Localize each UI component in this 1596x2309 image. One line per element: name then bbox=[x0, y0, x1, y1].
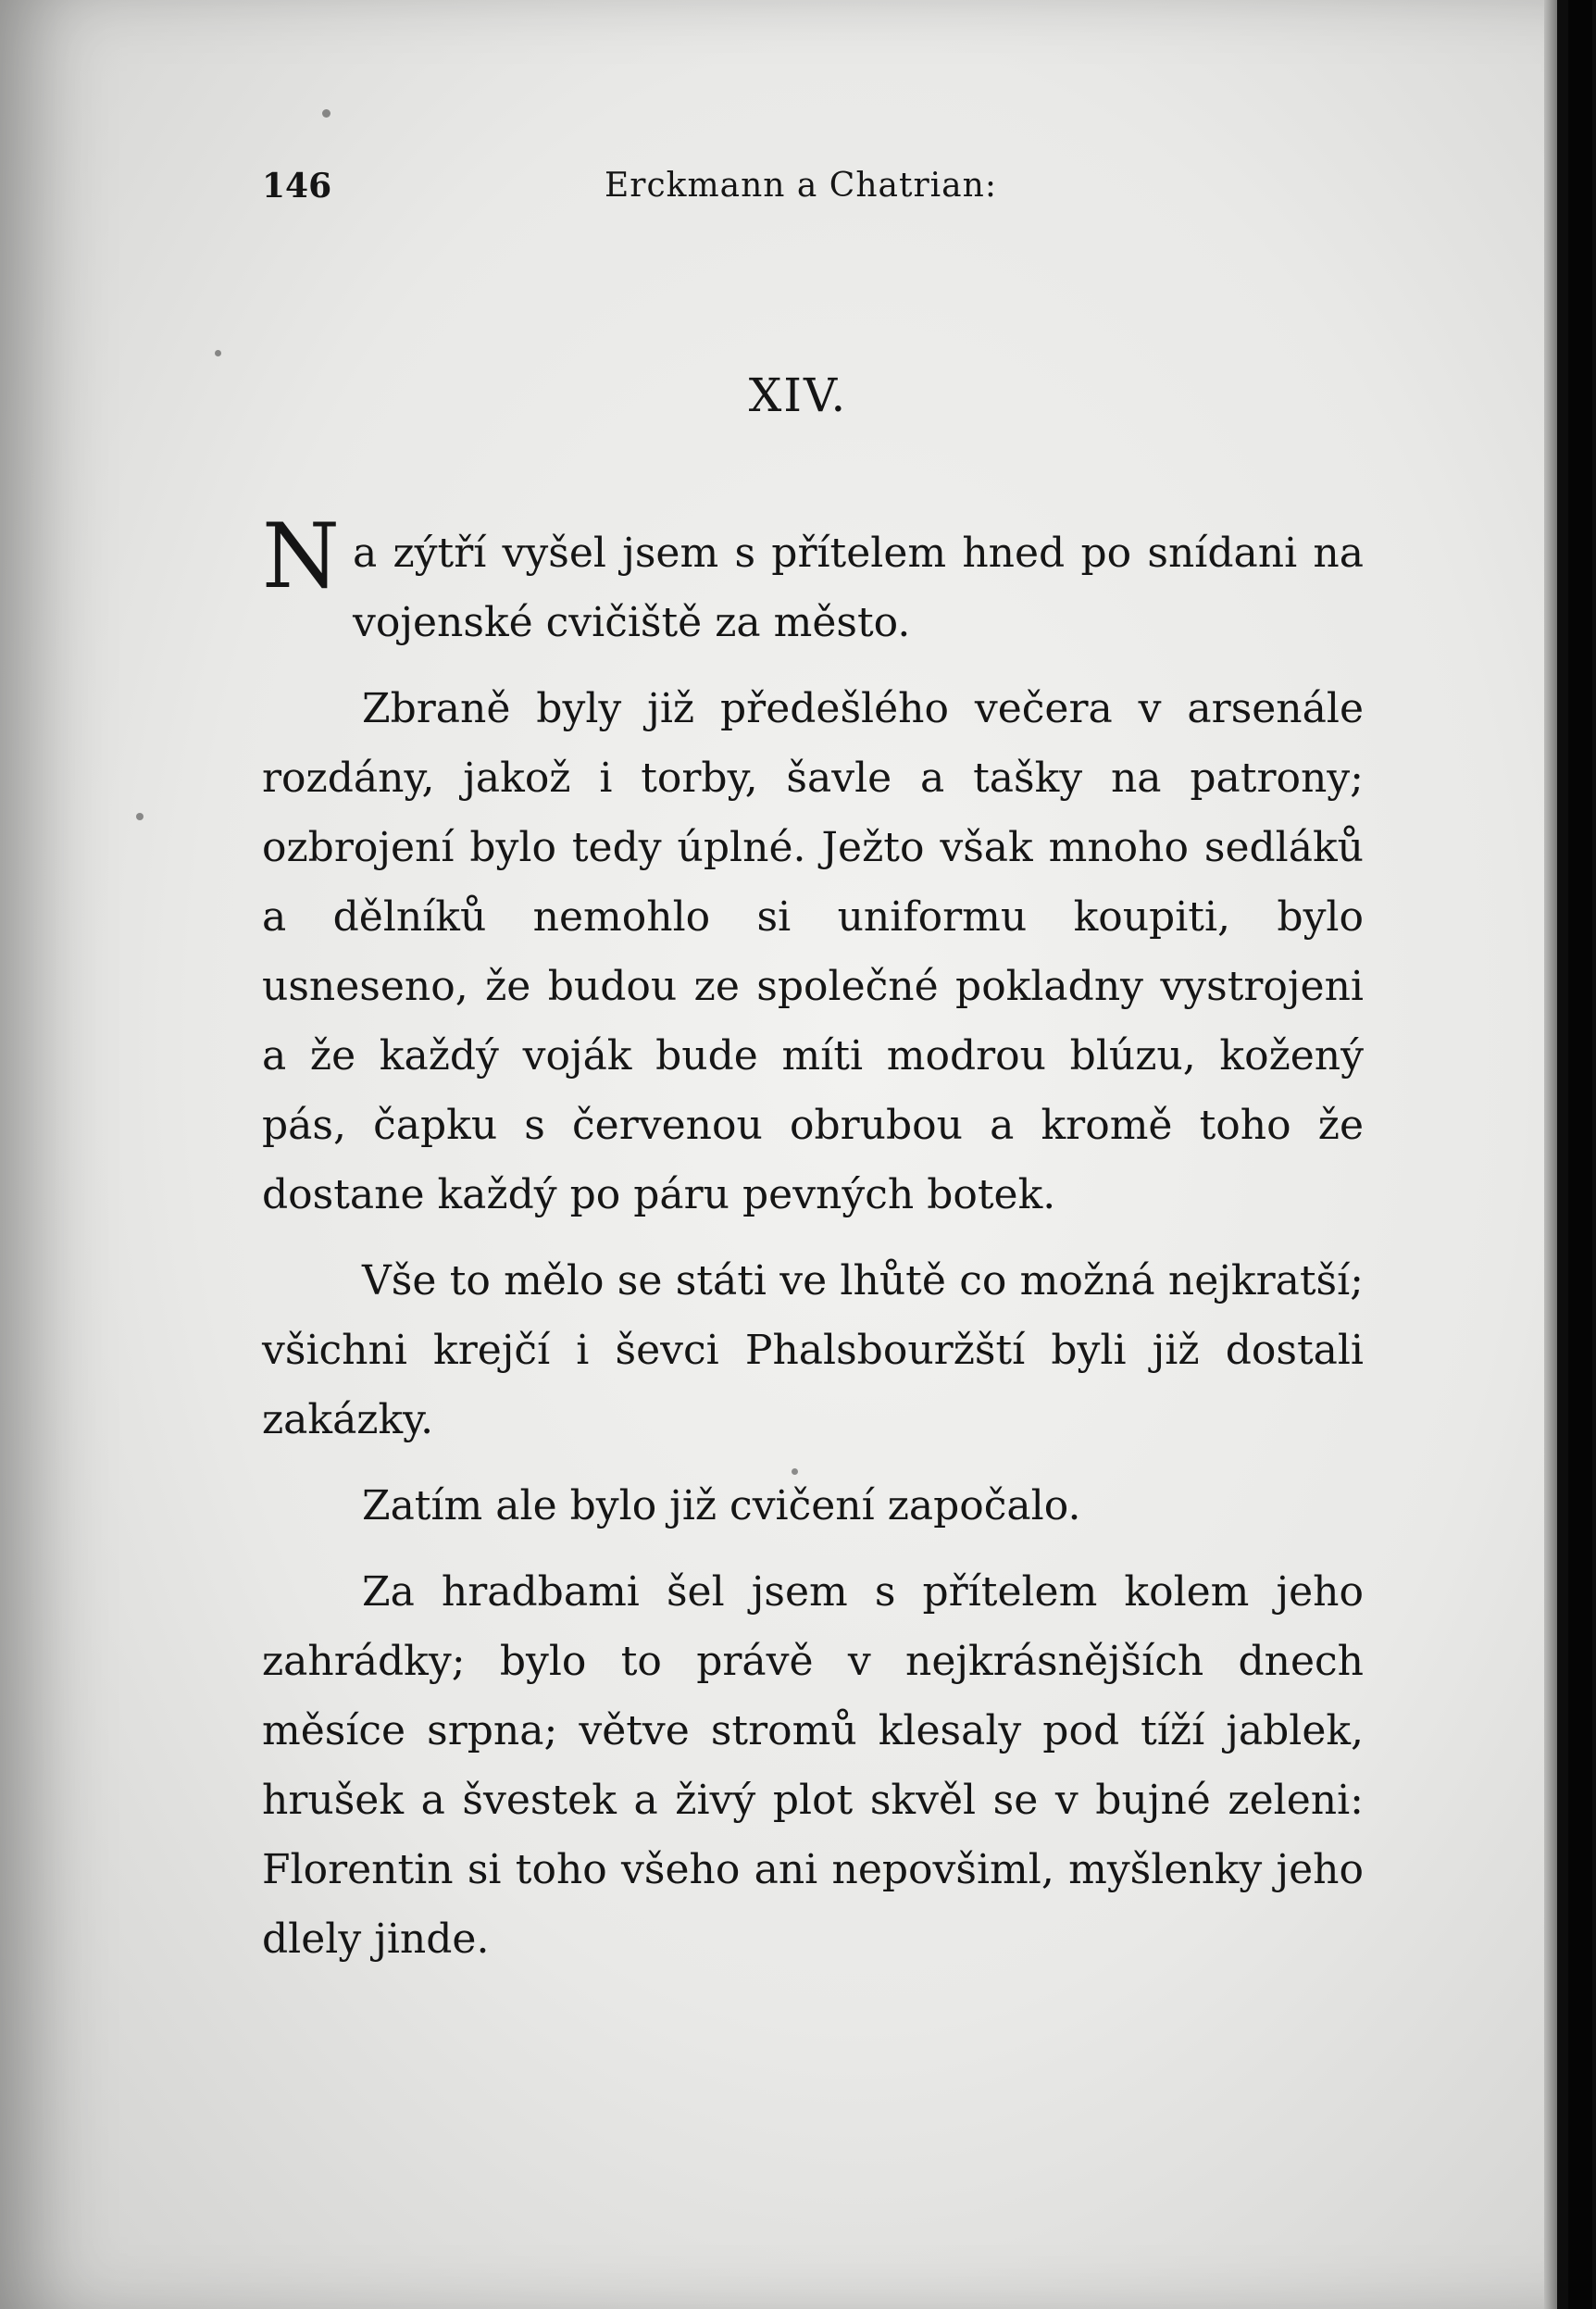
paragraph: Zatím ale bylo již cvičení započalo. bbox=[362, 1482, 1081, 1529]
ink-speck bbox=[215, 350, 221, 356]
paragraph: Za hradbami šel jsem s přítelem kolem jeho zahrádky; bylo to právě v nejkrásnějších dnech měsíce srpna; větve stromů klesaly pod tíží jablek, hrušek a švestek a živý plot skvěl se v bujné zeleni: Florentin si toho všeho ani nepovšiml, myšlenky jeho dlely jinde. bbox=[262, 1568, 1364, 1963]
scan-dark-edge bbox=[1568, 0, 1592, 2309]
paragraph bbox=[262, 505, 1364, 657]
paragraph: Vše to mělo se státi ve lhůtě co možná nejkratší; všichni krejčí i ševci Phalsbouržští byli již dostali zakázky. bbox=[262, 1257, 1364, 1443]
page-number: 146 bbox=[262, 167, 332, 206]
paragraph-text: a zýtří vyšel jsem s přítelem hned po snídani na vojenské cvičiště za město. bbox=[353, 530, 1364, 646]
paragraph: Zbraně byly již předešlého večera v arsenále rozdány, jakož i torby, šavle a tašky na patrony; ozbrojení bylo tedy úplné. Ježto však mnoho sedláků a dělníků nemohlo si uniformu koupiti, bylo usneseno, že budou ze společné pokladny vystrojeni a že každý voják bude míti modrou blúzu, kožený pás, čapku s červenou obrubou a kromě toho že dostane každý po páru pevných botek. bbox=[262, 685, 1364, 1218]
page-header bbox=[262, 167, 1364, 222]
ink-speck bbox=[322, 109, 330, 118]
ink-speck bbox=[136, 813, 143, 820]
running-title: Erckmann a Chatrian: bbox=[605, 167, 997, 205]
body-text bbox=[262, 505, 1364, 1991]
drop-cap: N bbox=[262, 505, 340, 608]
chapter-heading: XIV. bbox=[748, 368, 848, 422]
